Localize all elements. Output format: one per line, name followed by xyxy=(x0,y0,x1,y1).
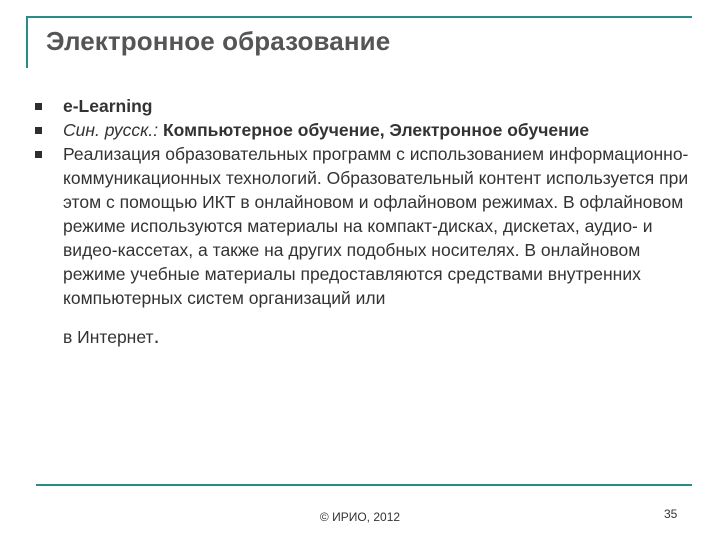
square-bullet-icon xyxy=(35,151,42,158)
bullet-text-tail: в Интернет xyxy=(63,327,154,347)
bullet-item-description xyxy=(30,142,690,349)
bullet-item-elearning xyxy=(30,94,690,118)
slide-title: Электронное образование xyxy=(46,26,391,56)
footer-copyright: © ИРИО, 2012 xyxy=(319,510,401,524)
page-number: 35 xyxy=(664,507,678,521)
frame-top-line xyxy=(26,16,692,18)
bullet-item-synonyms xyxy=(30,118,690,142)
bullet-text: e-Learning xyxy=(63,96,153,116)
square-bullet-icon xyxy=(35,127,42,134)
frame-left-line xyxy=(26,16,28,68)
bullet-text: Компьютерное обучение, Электронное обучение xyxy=(162,120,590,140)
bullet-text-end: . xyxy=(153,323,160,348)
square-bullet-icon xyxy=(35,103,42,110)
synonym-prefix: Син. русск.: xyxy=(63,120,163,140)
bullet-text-tail-wrap xyxy=(63,324,160,349)
bullet-list xyxy=(30,94,690,349)
bullet-text: Реализация образовательных программ с использованием информационно-коммуникационных технологий. Образовательный контент используется при этом с помощью ИКТ в онлайновом и офлайновом режимах. В офлайновом режиме используются материалы на компакт-дисках, дискетах, аудио- и видео-кассетах, а также на других подобных носителях. В онлайновом режиме учебные материалы предоставляются средствами внутренних компьютерных систем организаций или xyxy=(63,144,689,308)
frame-bottom-line xyxy=(36,484,692,486)
